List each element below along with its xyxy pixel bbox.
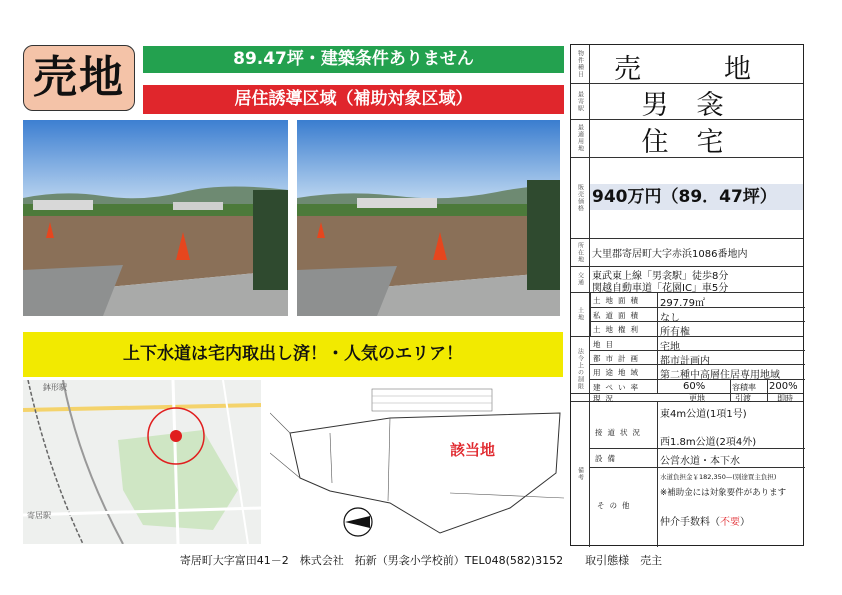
status-value: 更地: [689, 394, 705, 403]
other-line-2: ※補助金には対象要件があります: [660, 488, 787, 498]
map-label-top: 鉢形駅: [43, 383, 67, 392]
type-value: 売 地: [614, 54, 779, 85]
station-value: 男衾: [641, 90, 752, 121]
address-value: 大里郡寄居町大字赤浜1086番地内: [592, 249, 748, 260]
city-planning-label: 都市計画: [593, 354, 643, 363]
handover-value: 即時: [777, 394, 793, 403]
legal-header: 法令上の制限: [571, 336, 590, 401]
price-header: 販売価格: [571, 157, 590, 238]
access-line-2: 関越自動車道「花園IC」車5分: [592, 283, 729, 294]
type-header: 物件種目: [571, 45, 590, 83]
brokerage-fee: 仲介手数料（不要）: [660, 517, 750, 528]
city-planning-value: 都市計画内: [660, 356, 710, 367]
private-road-label: 私道面積: [593, 311, 643, 320]
private-road-value: なし: [660, 313, 680, 324]
station-header: 最寄駅: [571, 83, 590, 119]
land-rights-value: 所有権: [660, 327, 690, 338]
access-header: 交通: [571, 266, 590, 292]
facility-value: 公営水道・本下水: [660, 456, 740, 467]
address-header: 所在地: [571, 238, 590, 266]
land-header: 土地: [571, 292, 590, 336]
remarks-header: 備考: [571, 401, 590, 547]
road-line-1: 東4m公道(1項1号): [660, 409, 747, 420]
use-value: 住宅: [641, 127, 752, 158]
far-label: 容積率: [732, 383, 756, 392]
zone-banner: 居住誘導区域（補助対象区域）: [143, 85, 564, 114]
land-category-label: 地目: [593, 340, 618, 349]
use-header: 最適用地: [571, 119, 590, 157]
for-sale-badge: 売地: [23, 45, 135, 111]
water-supply-banner: 上下水道は宅内取出し済！・人気のエリア！: [23, 332, 563, 377]
road-line-2: 西1.8m公道(2項4外): [660, 437, 757, 448]
lot-photo-right: [297, 120, 560, 316]
property-spec-table: [570, 44, 804, 546]
land-area-value: 297.79㎡: [660, 298, 705, 309]
coverage-value: 60%: [683, 381, 706, 392]
zoning-value: 第二種中高層住居専用地域: [660, 370, 780, 381]
other-line-1: 水道負担金￥182,350—(別途買主負担): [660, 473, 777, 481]
price-value: 940万円（89．47坪）: [590, 184, 803, 210]
land-category-value: 宅地: [660, 342, 680, 353]
far-value: 200%: [769, 381, 798, 392]
brokerage-fee-none: 不要: [720, 517, 740, 528]
other-label: その他: [597, 501, 635, 510]
company-footer: 寄居町大字富田41－2 株式会社 拓新（男衾小学校前）TEL048(582)3152 取引態様 売主: [179, 554, 663, 567]
lot-photo-left: [23, 120, 288, 316]
headline-banner: 89.47坪・建築条件ありません: [143, 46, 564, 73]
location-map: [23, 380, 261, 544]
road-label: 接道状況: [595, 428, 645, 437]
coverage-label: 建ぺい率: [593, 383, 643, 392]
lot-survey-diagram: [270, 383, 564, 545]
facility-label: 設備: [595, 454, 620, 463]
handover-label: 引渡: [735, 394, 751, 403]
map-label-station: 寄居駅: [27, 511, 51, 520]
status-label: 現況: [593, 394, 618, 403]
zoning-label: 用途地域: [593, 368, 643, 377]
access-line-1: 東武東上線「男衾駅」徒歩8分: [592, 271, 729, 282]
land-area-label: 土地面積: [593, 296, 643, 305]
land-rights-label: 土地権利: [593, 325, 643, 334]
subject-lot-label: 該当地: [450, 441, 496, 459]
